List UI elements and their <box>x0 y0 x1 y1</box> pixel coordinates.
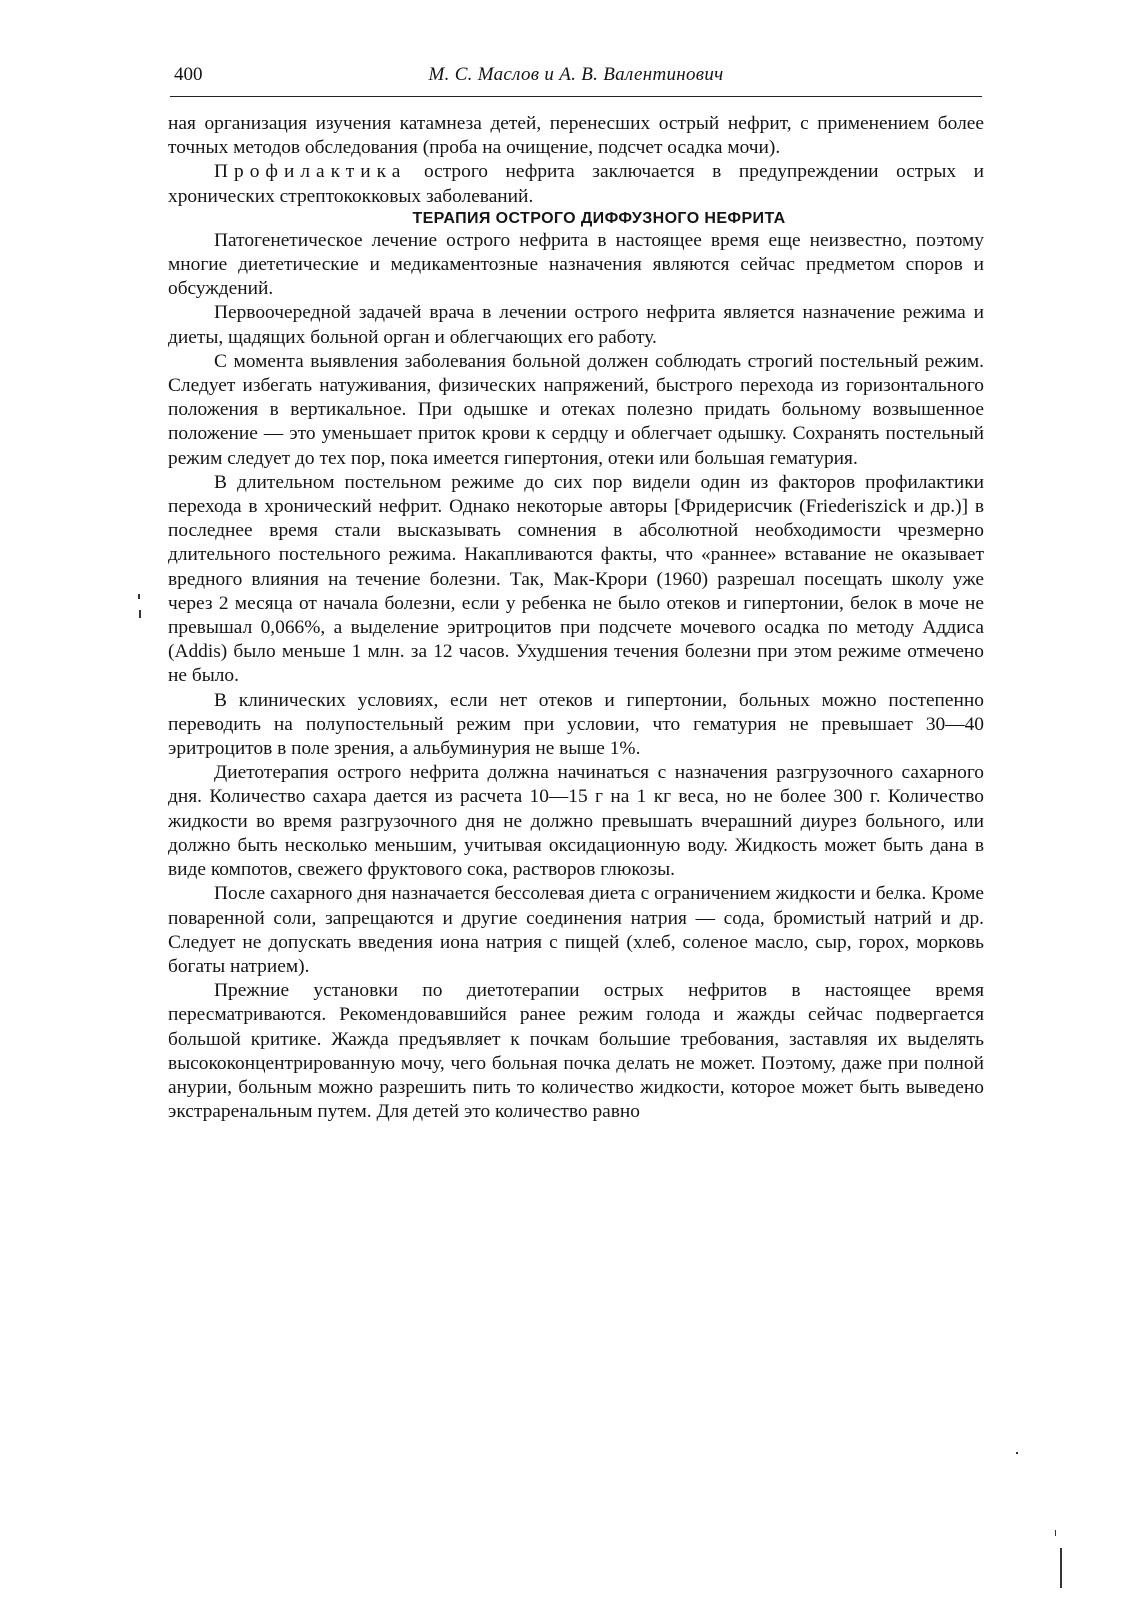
paragraph: После сахарного дня назначается бессолевая диета с ограничением жидкости и белка. Кроме поваренной соли, запрещаются и другие соединения натрия — сода, бромистый натрий и др. Следует не допускать введения иона натрия с пищей (хлеб, соленое масло, сыр, горох, морковь богаты натрием). <box>168 883 984 977</box>
paragraph: Патогенетическое лечение острого нефрита в настоящее время еще неизвестно, поэтому многие диететические и медикаментозные назначения являются сейчас предметом споров и обсуждений. <box>168 229 984 300</box>
paragraph: В длительном постельном режиме до сих пор видели один из факторов профилактики перехода в хронический нефрит. Однако некоторые авторы [Фридерисчик (Friederiszick и др.)] в последнее время стали высказывать сомнения в абсолютной необходимости чрезмерно длительного постельного режима. Накапливаются факты, что «раннее» вставание не оказывает вредного влияния на течение болезни. Так, Мак-Крори (1960) разрешал посещать школу уже через 2 месяца от начала болезни, если у ребенка не было отеков и гипертонии, белок в моче не превышал 0,066%, а выделение эритроцитов при подсчете мочевого осадка по методу Аддиса (Addis) было меньше 1 млн. за 12 часов. Ухудшения течения болезни при этом режиме отмечено не было. <box>168 471 984 687</box>
scan-mark <box>1016 1452 1018 1454</box>
paragraph: Прежние установки по диетотерапии острых нефритов в настоящее время пересматриваются. Рекомендовавшийся ранее режим голода и жажды сейчас подвергается большой критике. Жажда предъявляет к почкам большие требования, заставляя их выделять высококонцентрированную мочу, чего больная почка делать не может. Поэтому, даже при полной анурии, больным можно разрешить пить то количество жидкости, которое может быть выведено экстраренальным путем. Для детей это количество равно <box>168 980 984 1123</box>
page-number: 400 <box>174 64 203 85</box>
scan-mark <box>1055 1530 1056 1536</box>
section-title: ТЕРАПИЯ ОСТРОГО ДИФФУЗНОГО НЕФРИТА <box>412 209 786 227</box>
paragraph: Первоочередной задачей врача в лечении острого нефрита является назначение режима и диеты, щадящих больной орган и облегчающих его работу. <box>168 302 984 348</box>
emphasized-term: Профилактика <box>214 161 407 183</box>
paragraph: В клинических условиях, если нет отеков и гипертонии, больных можно постепенно переводить на полупостельный режим при условии, что гематурия не превышает 30—40 эритроцитов в поле зрения, а альбуминурия не выше 1%. <box>168 689 984 760</box>
scan-mark <box>139 610 141 618</box>
running-head: М. С. Маслов и А. В. Валентинович <box>428 64 724 85</box>
page-body <box>168 112 984 1124</box>
scan-mark <box>138 594 140 599</box>
paragraph-text: острого нефрита заключается в предупреждении острых и хронических стрептококковых заболеваний. <box>168 161 984 207</box>
paragraph: С момента выявления заболевания больной должен соблюдать строгий постельный режим. Следует избегать натуживания, физических напряжений, быстрого перехода из горизонтального положения в вертикальное. При одышке и отеках полезно придать больному возвышенное положение — это уменьшает приток крови к сердцу и облегчает одышку. Сохранять постельный режим следует до тех пор, пока имеется гипертония, отеки или большая гематурия. <box>168 350 984 469</box>
page-header <box>170 60 982 97</box>
paragraph: ная организация изучения катамнеза детей, перенесших острый нефрит, с применением более точных методов обследования (проба на очищение, подсчет осадка мочи). <box>168 113 984 159</box>
paragraph <box>168 160 984 208</box>
scan-mark <box>1060 1548 1062 1588</box>
paragraph: Диетотерапия острого нефрита должна начинаться с назначения разгрузочного сахарного дня. Количество сахара дается из расчета 10—15 г на 1 кг веса, но не более 300 г. Количество жидкости во время разгрузочного дня не должно превышать вчерашний диурез больного, или должно быть несколько меньшим, учитывая оксидационную воду. Жидкость может быть дана в виде компотов, свежего фруктового сока, растворов глюкозы. <box>168 762 984 881</box>
